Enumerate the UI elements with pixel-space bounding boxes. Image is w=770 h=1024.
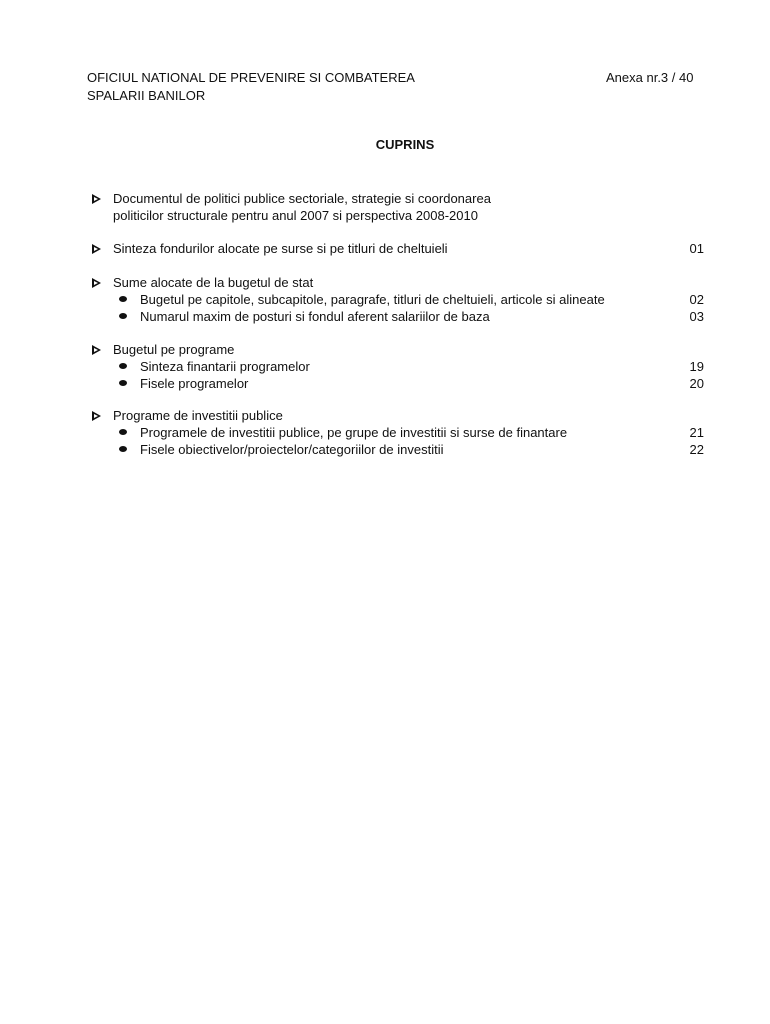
page-title: CUPRINS — [375, 137, 435, 152]
toc-section-programe-investitii — [92, 407, 704, 458]
header-annex: Anexa nr.3 / 40 — [606, 70, 694, 85]
toc-page-number: 19 — [689, 359, 704, 374]
toc-sub-entry — [92, 375, 704, 392]
toc-sub-entry — [92, 424, 704, 441]
header-org-line1: OFICIUL NATIONAL DE PREVENIRE SI COMBATEREA — [87, 70, 415, 85]
header-org-line2: SPALARII BANILOR — [87, 88, 206, 103]
round-bullet-icon — [119, 380, 127, 386]
toc-section-document — [92, 190, 704, 224]
toc-section-sinteza-fondurilor — [92, 240, 704, 257]
toc-entry-label: Sinteza fondurilor alocate pe surse si pe titluri de cheltuieli — [113, 241, 448, 256]
toc-page-number: 20 — [689, 376, 704, 391]
toc-entry-label: Bugetul pe programe — [113, 342, 235, 357]
toc-sub-entry-label: Numarul maxim de posturi si fondul aferent salariilor de baza — [140, 309, 490, 324]
toc-page-number: 03 — [689, 309, 704, 324]
toc-page-number: 02 — [689, 292, 704, 307]
toc-page-number: 22 — [689, 442, 704, 457]
toc-section-bugetul-pe-programe — [92, 341, 704, 392]
toc-entry-label: Sume alocate de la bugetul de stat — [113, 275, 314, 290]
round-bullet-icon — [119, 296, 127, 302]
toc-sub-entry — [92, 358, 704, 375]
toc-sub-entry-label: Sinteza finantarii programelor — [140, 359, 310, 374]
round-bullet-icon — [119, 429, 127, 435]
round-bullet-icon — [119, 313, 127, 319]
toc-entry-label: Programe de investitii publice — [113, 408, 283, 423]
toc-sub-entry-label: Programele de investitii publice, pe grupe de investitii si surse de finantare — [140, 425, 568, 440]
round-bullet-icon — [119, 363, 127, 369]
toc-sub-entry-label: Fisele programelor — [140, 376, 249, 391]
triangle-bullet-icon — [92, 244, 101, 254]
toc-sub-entry — [92, 308, 704, 325]
triangle-bullet-icon — [92, 278, 101, 288]
header-organization — [87, 69, 415, 105]
toc-sub-entry-label: Bugetul pe capitole, subcapitole, paragrafe, titluri de cheltuieli, articole si alineate — [140, 292, 605, 307]
triangle-bullet-icon — [92, 194, 101, 204]
toc-page-number: 01 — [689, 241, 704, 256]
toc-page-number: 21 — [689, 425, 704, 440]
toc-section-sume-alocate — [92, 274, 704, 325]
toc-sub-entry — [92, 441, 704, 458]
toc-sub-entry — [92, 291, 704, 308]
triangle-bullet-icon — [92, 345, 101, 355]
toc-entry-label-continued: politicilor structurale pentru anul 2007 si perspectiva 2008-2010 — [113, 208, 478, 223]
triangle-bullet-icon — [92, 411, 101, 421]
toc-entry-label: Documentul de politici publice sectoriale, strategie si coordonarea — [113, 191, 491, 206]
toc-sub-entry-label: Fisele obiectivelor/proiectelor/categoriilor de investitii — [140, 442, 444, 457]
round-bullet-icon — [119, 446, 127, 452]
